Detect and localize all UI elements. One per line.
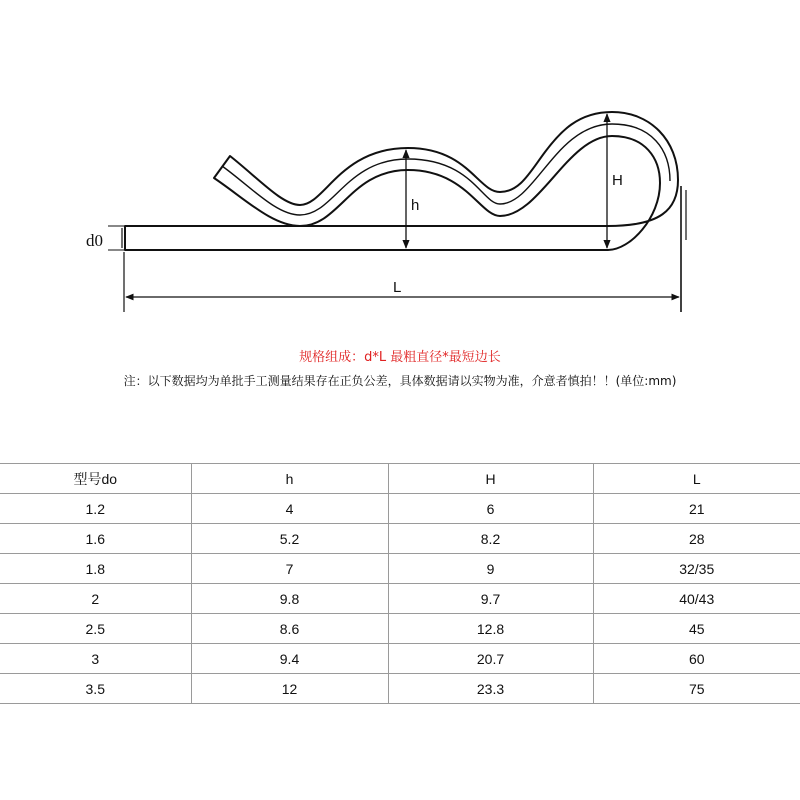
header-h: h xyxy=(191,464,388,494)
cell-h: 12 xyxy=(191,674,388,704)
cell-L: 32/35 xyxy=(593,554,800,584)
header-model: 型号do xyxy=(0,464,191,494)
r-clip-diagram xyxy=(0,0,800,340)
header-L: L xyxy=(593,464,800,494)
L-label: L xyxy=(393,279,402,296)
size-table xyxy=(0,463,800,704)
cell-model: 3 xyxy=(0,644,191,674)
cell-L: 75 xyxy=(593,674,800,704)
cell-H: 23.3 xyxy=(388,674,593,704)
cell-H: 9.7 xyxy=(388,584,593,614)
cell-model: 2.5 xyxy=(0,614,191,644)
cell-h: 7 xyxy=(191,554,388,584)
cell-L: 28 xyxy=(593,524,800,554)
cell-L: 21 xyxy=(593,494,800,524)
H-label: H xyxy=(612,172,623,189)
measurement-note: 注：以下数据均为单批手工测量结果存在正负公差，具体数据请以实物为准，介意者慎拍！！(单位:mm) xyxy=(123,374,677,388)
cell-H: 20.7 xyxy=(388,644,593,674)
cell-L: 45 xyxy=(593,614,800,644)
d0-label: d0 xyxy=(86,231,103,250)
table-row xyxy=(0,674,800,704)
cell-h: 9.8 xyxy=(191,584,388,614)
cell-H: 12.8 xyxy=(388,614,593,644)
pin-outline-outer xyxy=(125,112,678,250)
cell-H: 8.2 xyxy=(388,524,593,554)
cell-H: 9 xyxy=(388,554,593,584)
cell-model: 3.5 xyxy=(0,674,191,704)
table-row xyxy=(0,554,800,584)
h-label: h xyxy=(411,197,420,214)
table-row xyxy=(0,584,800,614)
spec-description: 规格组成：d*L 最粗直径*最短边长 xyxy=(299,350,501,365)
cell-L: 40/43 xyxy=(593,584,800,614)
table-row xyxy=(0,494,800,524)
table-row xyxy=(0,614,800,644)
cell-model: 1.8 xyxy=(0,554,191,584)
cell-h: 8.6 xyxy=(191,614,388,644)
cell-L: 60 xyxy=(593,644,800,674)
cell-h: 9.4 xyxy=(191,644,388,674)
table-row xyxy=(0,644,800,674)
cell-model: 1.6 xyxy=(0,524,191,554)
cell-h: 5.2 xyxy=(191,524,388,554)
table-header-row xyxy=(0,464,800,494)
cell-model: 2 xyxy=(0,584,191,614)
header-H: H xyxy=(388,464,593,494)
cell-H: 6 xyxy=(388,494,593,524)
cell-model: 1.2 xyxy=(0,494,191,524)
cell-h: 4 xyxy=(191,494,388,524)
table-row xyxy=(0,524,800,554)
